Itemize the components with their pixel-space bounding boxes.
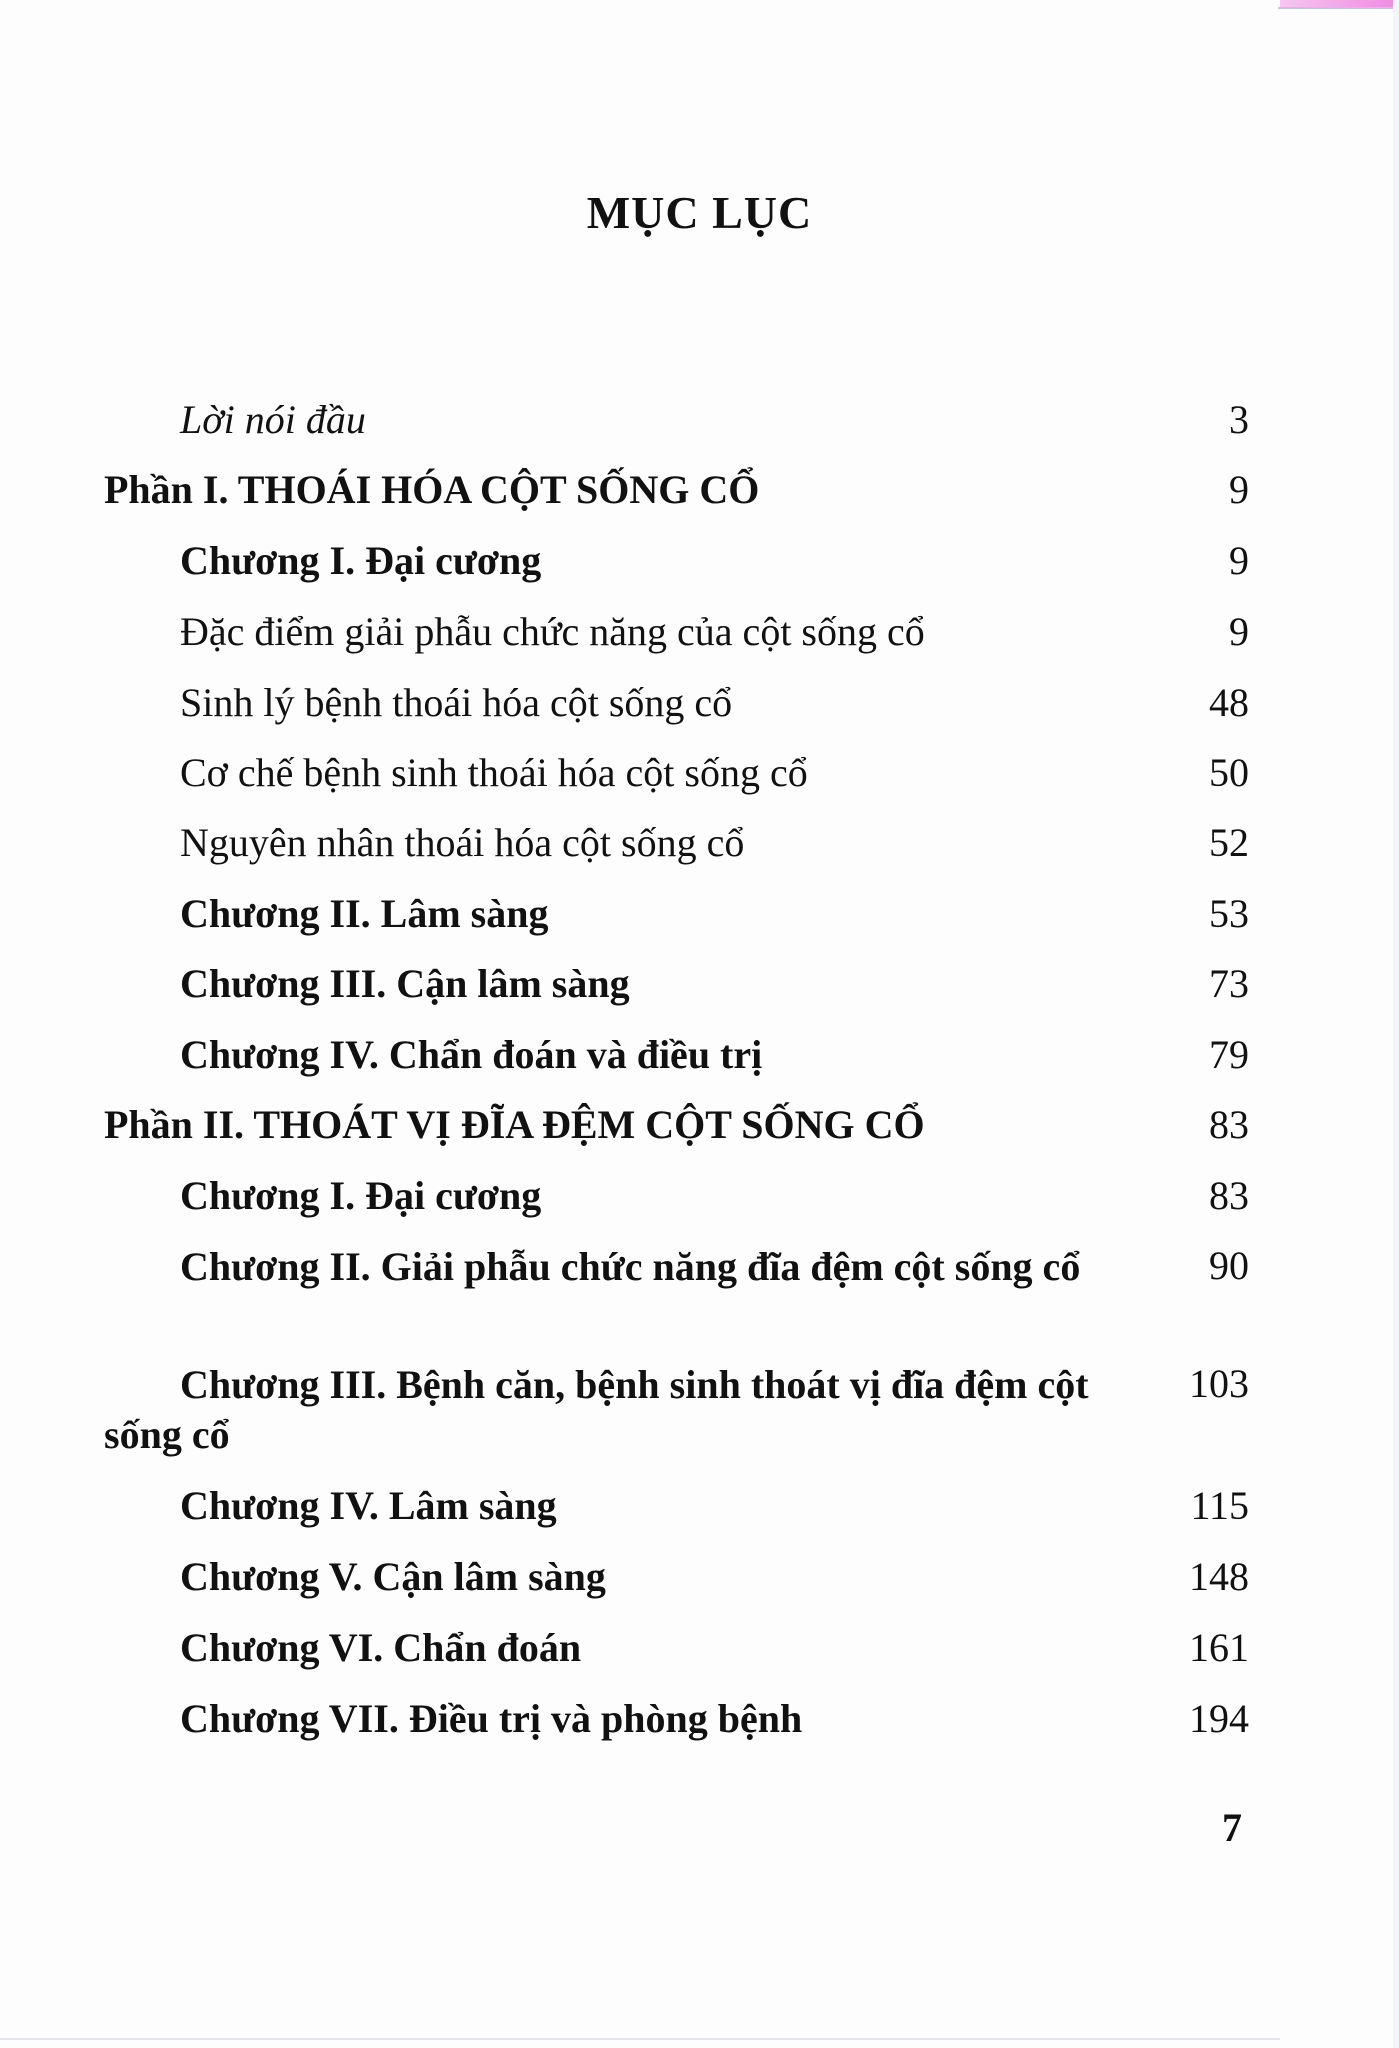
toc-entry-page: 9: [1229, 467, 1249, 512]
toc-entry-label: Chương IV. Lâm sàng: [180, 1483, 557, 1528]
toc-entry-page: 79: [1209, 1032, 1249, 1077]
toc-entry-page: 161: [1189, 1625, 1249, 1670]
scan-edge-line: [1278, 7, 1399, 9]
toc-entry-page: 194: [1189, 1696, 1249, 1741]
toc-entry-page: 9: [1229, 609, 1249, 654]
toc-entry-label: Nguyên nhân thoái hóa cột sống cổ: [180, 820, 745, 865]
toc-entry-label: Sinh lý bệnh thoái hóa cột sống cổ: [180, 680, 733, 725]
toc-entry-label: Phần I. THOÁI HÓA CỘT SỐNG CỔ: [104, 467, 760, 512]
toc-entry-page: 83: [1209, 1102, 1249, 1147]
toc-entry-page: 3: [1229, 397, 1249, 442]
toc-entry-page: 148: [1189, 1554, 1249, 1599]
toc-entry-label: Chương III. Bệnh căn, bệnh sinh thoát vị đĩa đệm cột sống cổ: [104, 1362, 1089, 1457]
toc-entry-page: 53: [1209, 891, 1249, 936]
page-number: 7: [1222, 1805, 1242, 1850]
toc-entry-label: Lời nói đầu: [180, 397, 366, 442]
toc-entry-label: Chương I. Đại cương: [180, 538, 542, 583]
toc-entry-label: Chương II. Giải phẫu chức năng đĩa đệm cột sống cổ: [180, 1244, 1081, 1289]
toc-entry-label: Chương VI. Chẩn đoán: [180, 1625, 582, 1670]
toc-entry-page: 73: [1209, 961, 1249, 1006]
toc-entry-label: Đặc điểm giải phẫu chức năng của cột sống cổ: [180, 609, 925, 654]
toc-entry-page: 50: [1209, 750, 1249, 795]
toc-entry-label: Cơ chế bệnh sinh thoái hóa cột sống cổ: [180, 750, 808, 795]
toc-entry-page: 52: [1209, 820, 1249, 865]
toc-entry-label: Chương VII. Điều trị và phòng bệnh: [180, 1696, 803, 1741]
toc-entry-page: 103: [1189, 1361, 1249, 1406]
toc-entry-page: 90: [1209, 1243, 1249, 1288]
scan-edge-artifact: [1280, 0, 1399, 7]
toc-entry-page: 9: [1229, 538, 1249, 583]
toc-entry-label: Chương II. Lâm sàng: [180, 891, 549, 936]
page-bottom-edge: [0, 2038, 1280, 2040]
page-edge: [1393, 0, 1399, 2048]
toc-entry-page: 115: [1190, 1483, 1249, 1528]
toc-entry-label: Chương III. Cận lâm sàng: [180, 961, 630, 1006]
toc-entry-label: Phần II. THOÁT VỊ ĐĨA ĐỆM CỘT SỐNG CỔ: [104, 1102, 925, 1147]
toc-entry-page: 83: [1209, 1173, 1249, 1218]
toc-entry-page: 48: [1209, 680, 1249, 725]
page-title: MỤC LỤC: [586, 187, 813, 238]
toc-entry-label: Chương IV. Chẩn đoán và điều trị: [180, 1032, 763, 1077]
toc-entry-label: Chương V. Cận lâm sàng: [180, 1554, 606, 1599]
toc-entry-label: Chương I. Đại cương: [180, 1173, 542, 1218]
